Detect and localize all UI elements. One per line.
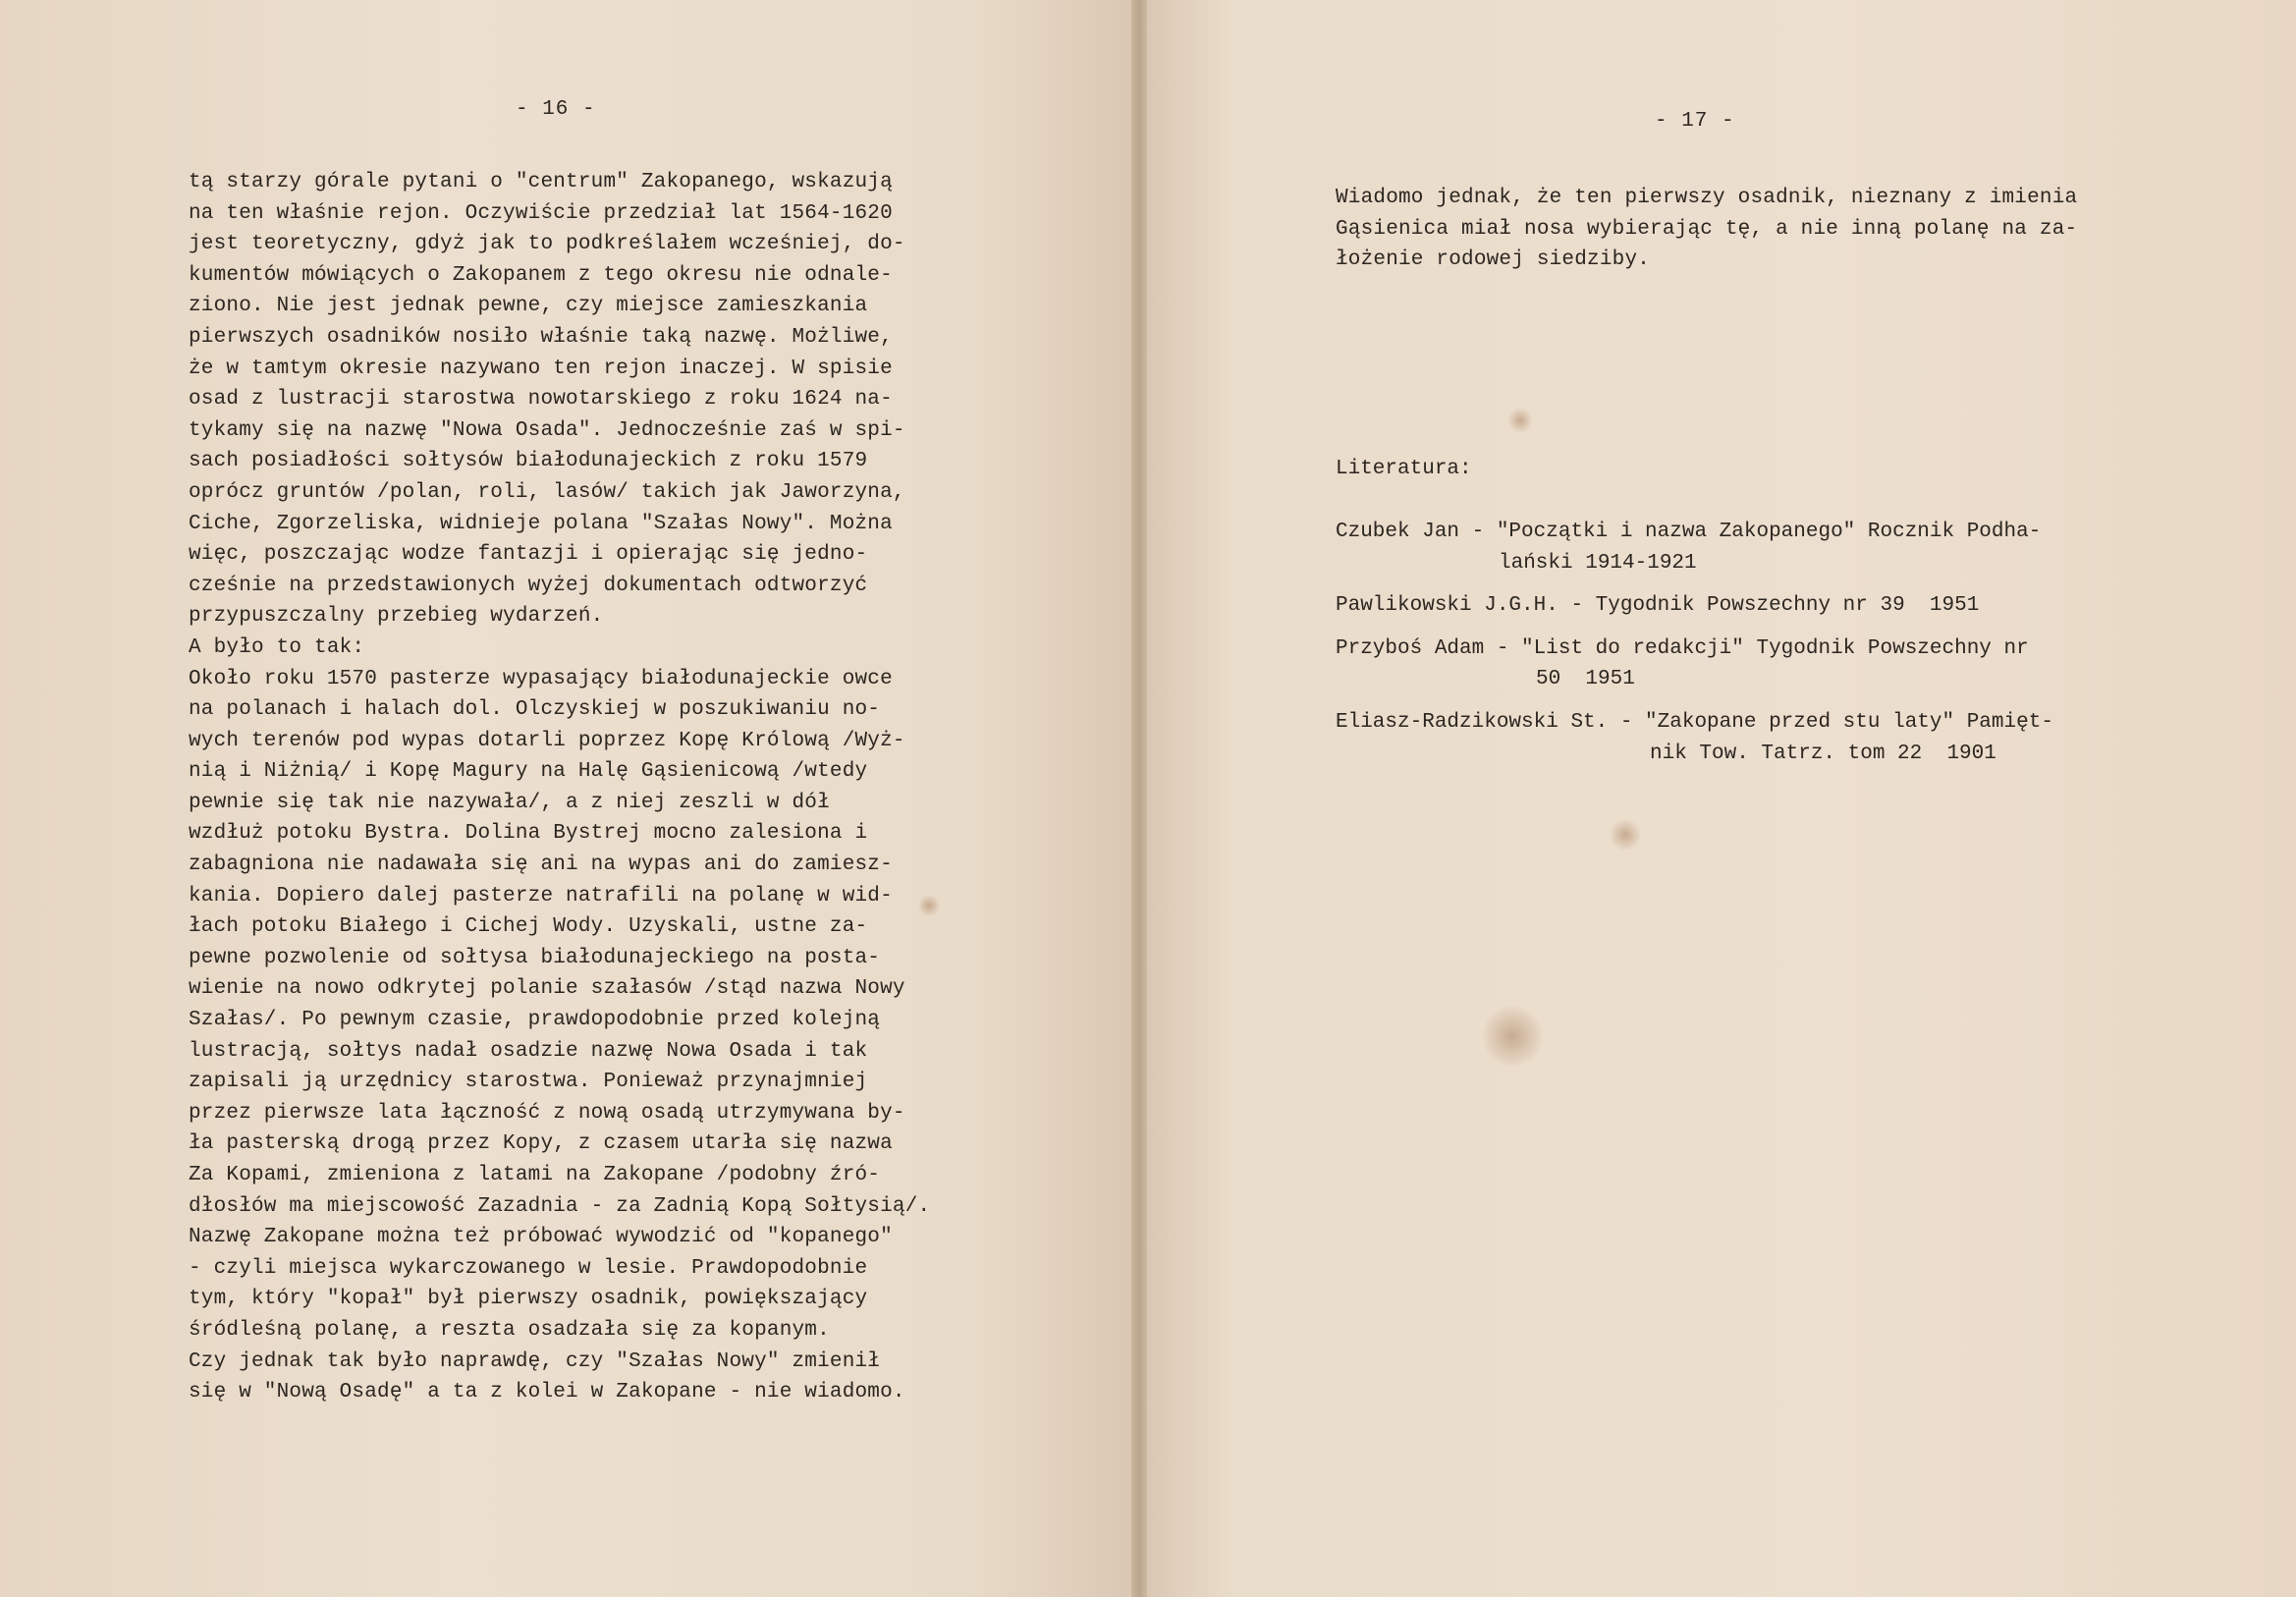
text-line: łach potoku Białego i Cichej Wody. Uzyskali, ustne za- [189,915,868,939]
text-line: więc, poszczając wodze fantazji i opierając się jedno- [189,543,868,567]
text-line: Nazwę Zakopane można też próbować wywodzić od "kopanego" [189,1226,893,1249]
left-page-body [189,167,930,1408]
text-line: się w "Nową Osadę" a ta z kolei w Zakopane - nie wiadomo. [189,1381,905,1404]
text-line: Szałas/. Po pewnym czasie, prawdopodobnie przed kolejną [189,1009,881,1032]
literature-entry-continuation: nik Tow. Tatrz. tom 22 1901 [1650,742,1996,765]
text-line: przypuszczalny przebieg wydarzeń. [189,605,604,629]
text-line: Ciche, Zgorzeliska, widnieje polana "Szałas Nowy". Można [189,512,893,535]
literature-entry [1336,590,2053,622]
text-line: wienie na nowo odkrytej polanie szałasów /stąd nazwa Nowy [189,977,905,1001]
right-page [1139,0,2296,1597]
text-line: śródleśną polanę, a reszta osadzała się za kopanym. [189,1318,830,1342]
text-line: osad z lustracji starostwa nowotarskiego z roku 1624 na- [189,388,893,412]
literature-heading: Literatura: [1336,458,1472,480]
text-line: na ten właśnie rejon. Oczywiście przedział lat 1564-1620 [189,201,893,225]
text-line: Gąsienica miał nosa wybierając tę, a nie inną polanę na za- [1336,217,2078,241]
text-line: ła pasterską drogą przez Kopy, z czasem utarła się nazwa [189,1132,893,1156]
text-line: lustracją, sołtys nadał osadzie nazwę Nowa Osada i tak [189,1039,868,1063]
literature-list [1336,517,2053,781]
paper-stain [1507,408,1533,433]
text-line: tą starzy górale pytani o "centrum" Zakopanego, wskazują [189,171,893,193]
text-line: przez pierwsze lata łączność z nową osadą utrzymywana by- [189,1101,905,1125]
literature-entry-text: Przyboś Adam - "List do redakcji" Tygodnik Powszechny nr [1336,636,2029,660]
literature-entry-text: Czubek Jan - "Początki i nazwa Zakopanego" Rocznik Podha- [1336,521,2042,543]
text-line: zapisali ją urzędnicy starostwa. Ponieważ przynajmniej [189,1071,868,1094]
text-line: pewne pozwolenie od sołtysa białodunajeckiego na posta- [189,946,881,969]
text-line: wzdłuż potoku Bystra. Dolina Bystrej mocno zalesiona i [189,822,868,846]
text-line: cześnie na przedstawionych wyżej dokumentach odtworzyć [189,574,868,597]
text-line: dłosłów ma miejscowość Zazadnia - za Zadnią Kopą Sołtysią/. [189,1194,931,1218]
text-line: kania. Dopiero dalej pasterze natrafili na polanę w wid- [189,884,893,908]
text-line: pewnie się tak nie nazywała/, a z niej zeszli w dół [189,791,830,814]
literature-entry-continuation: 50 1951 [1536,668,1635,691]
text-line: tym, który "kopał" był pierwszy osadnik, powiększający [189,1288,868,1311]
text-line: Wiadomo jednak, że ten pierwszy osadnik, nieznany z imienia [1336,187,2078,209]
right-page-intro [1336,183,2077,276]
paper-stain [918,894,940,917]
book-gutter [1131,0,1147,1597]
text-line: pierwszych osadników nosiło właśnie taką nazwę. Możliwe, [189,325,893,349]
text-line: jest teoretyczny, gdyż jak to podkreślałem wcześniej, do- [189,233,905,256]
text-line: A było to tak: [189,635,365,659]
text-line: - czyli miejsca wykarczowanego w lesie. Prawdopodobnie [189,1256,868,1280]
literature-entry [1336,517,2053,578]
text-line: Za Kopami, zmieniona z latami na Zakopane /podobny źró- [189,1164,881,1186]
text-line: zabagniona nie nadawała się ani na wypas ani do zamiesz- [189,854,893,877]
paper-stain [1611,817,1640,853]
literature-entry [1336,707,2053,769]
left-page [0,0,1139,1597]
text-line: Około roku 1570 pasterze wypasający białodunajeckie owce [189,667,893,690]
text-line: ziono. Nie jest jednak pewne, czy miejsce zamieszkania [189,295,868,318]
text-line: łożenie rodowej siedziby. [1336,248,1651,272]
text-line: Czy jednak tak było naprawdę, czy "Szałas Nowy" zmienił [189,1349,881,1373]
text-line: wych terenów pod wypas dotarli poprzez Kopę Królową /Wyż- [189,729,905,752]
text-line: kumentów mówiących o Zakopanem z tego okresu nie odnale- [189,263,893,287]
text-line: sach posiadłości sołtysów białodunajeckich z roku 1579 [189,450,868,473]
text-line: tykamy się na nazwę "Nowa Osada". Jednocześnie zaś w spi- [189,418,905,442]
page-number-16: - 16 - [516,98,596,121]
literature-entry-text: Pawlikowski J.G.H. - Tygodnik Powszechny nr 39 1951 [1336,594,1980,618]
text-line: na polanach i halach dol. Olczyskiej w poszukiwaniu no- [189,698,881,722]
paper-stain [1483,1002,1542,1071]
literature-entry [1336,633,2053,695]
literature-entry-text: Eliasz-Radzikowski St. - "Zakopane przed stu laty" Pamięt- [1336,710,2053,734]
page-number-17: - 17 - [1655,110,1735,133]
text-line: że w tamtym okresie nazywano ten rejon inaczej. W spisie [189,357,893,380]
literature-entry-continuation: lański 1914-1921 [1499,551,1697,575]
text-line: oprócz gruntów /polan, roli, lasów/ takich jak Jaworzyna, [189,480,905,504]
text-line: nią i Niżnią/ i Kopę Magury na Halę Gąsienicową /wtedy [189,760,868,784]
